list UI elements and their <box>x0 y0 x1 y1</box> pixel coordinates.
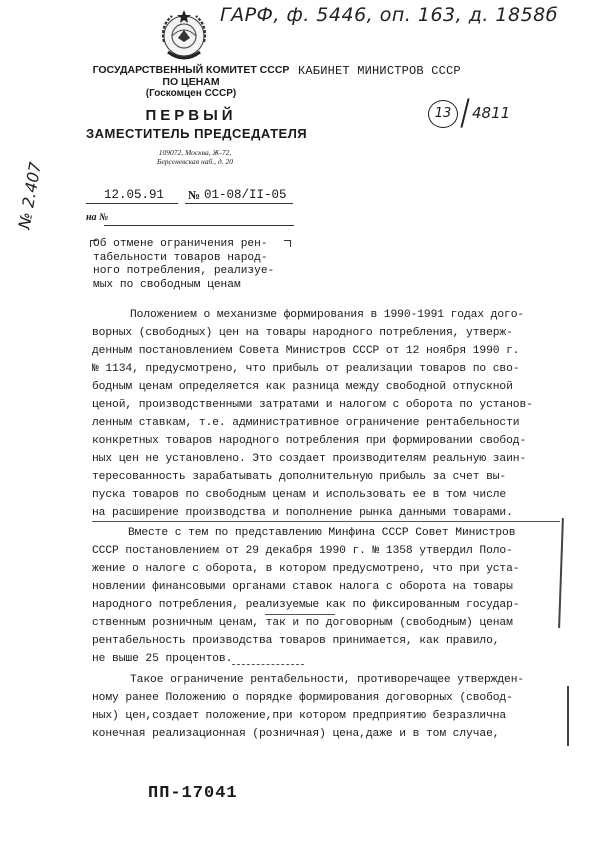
body-line: не выше 25 процентов. <box>92 653 233 665</box>
document-number: 01-08/II-05 <box>204 188 287 202</box>
document-date: 12.05.91 <box>104 188 165 202</box>
body-line: денным постановлением Совета Министров СССР от 12 ноября 1990 г. <box>92 345 520 357</box>
body-line: Такое ограничение рентабельности, противоречащее утвержден- <box>130 674 525 686</box>
stamp-number: 13 <box>434 106 452 121</box>
body-line: ных) цен,создает положение,при котором предприятию безразлична <box>92 710 507 722</box>
body-line: ному ранее Положению о порядке формирования договорных (свобод- <box>92 692 513 704</box>
body-line: ворных (свободных) цен на товары народного потребления, утверж- <box>92 327 513 339</box>
underline-mark-2 <box>265 614 335 615</box>
date-underline <box>86 203 178 204</box>
position-title-line1: ПЕРВЫЙ <box>145 107 237 124</box>
body-line: народного потребления, реализуемые как по фиксированным государ- <box>92 599 520 611</box>
archive-reference: ГАРФ, ф. 5446, оп. 163, д. 1858б <box>220 4 558 26</box>
body-line: Вместе с тем по представлению Минфина СССР Совет Министров <box>128 527 516 539</box>
footer-code: ПП-17041 <box>148 784 238 803</box>
body-line: конкретных товаров народного потребления при формировании свобод- <box>92 435 527 447</box>
body-line: ственным розничным ценам, так и по договорным (свободным) ценам <box>92 617 513 629</box>
body-line: СССР постановлением от 29 декабря 1990 г. № 1358 утвердил Поло- <box>92 545 513 557</box>
position-title-line2: ЗАМЕСТИТЕЛЬ ПРЕДСЕДАТЕЛЯ <box>86 126 308 141</box>
body-line: конечная реализационная (розничная) цена,даже и в том случае, <box>92 728 500 740</box>
subject-line: мых по свободным ценам <box>93 278 241 291</box>
number-underline <box>185 203 293 204</box>
addressee: КАБИНЕТ МИНИСТРОВ СССР <box>298 64 461 78</box>
address-line1: 109072, Москва, Ж-72, <box>158 148 232 157</box>
body-line: ценой, производственными затратами и налогом с оборота по установ- <box>92 399 533 411</box>
margin-mark-bottom <box>567 686 569 746</box>
body-line: жение о налоге с оборота, в котором предусмотрено, что при уста- <box>92 563 520 575</box>
org-name-line3: (Госкомцен СССР) <box>145 88 237 99</box>
body-line: бодным ценам определяется как разница между свободной отпускной <box>92 381 513 393</box>
body-line: № 1134, предусмотрено, что прибыль от реализации товаров по сво- <box>92 363 520 375</box>
body-line: на расширение производства и пополнение рынка данными товарами. <box>92 507 513 519</box>
underline-mark-1 <box>92 521 560 522</box>
subject-line: Об отмене ограничения рен- <box>93 238 268 250</box>
reference-label: на № <box>86 212 109 223</box>
body-line: пуска товаров по свободным ценам и использовать ее в том числе <box>92 489 507 501</box>
subject-line: ного потребления, реализуе- <box>93 265 275 277</box>
body-line: тересованность зарабатывать дополнительную прибыль за счет вы- <box>92 471 507 483</box>
body-line: новлении финансовыми органами ставок налога с оборота на товары <box>92 581 513 593</box>
address-line2: Берсеневская наб., д. 20 <box>157 157 233 166</box>
body-line: рентабельность производства товаров принимается, как правило, <box>92 635 500 647</box>
number-label: № <box>188 188 201 202</box>
org-name-line2: ПО ЦЕНАМ <box>162 76 220 88</box>
stamp-handwritten: 4811 <box>472 104 511 122</box>
underline-mark-3 <box>232 664 304 666</box>
stamp-circle <box>428 100 458 128</box>
reference-underline <box>104 225 294 226</box>
registration-stamp <box>426 100 546 130</box>
subject-block <box>93 238 293 292</box>
subject-line: табельности товаров народ- <box>93 251 268 264</box>
stamp-slash <box>460 98 469 128</box>
margin-note: № 2.407 <box>14 160 45 231</box>
org-name-line1: ГОСУДАРСТВЕННЫЙ КОМИТЕТ СССР <box>92 64 290 76</box>
body-line: ленным ставкам, т.е. административное ограничение рентабельности <box>92 417 520 429</box>
body-line: ных цен не установлено. Это создает производителям реальную заин- <box>92 453 527 465</box>
state-emblem-icon <box>158 8 210 64</box>
body-line: Положением о механизме формирования в 1990-1991 годах дого- <box>130 309 525 321</box>
